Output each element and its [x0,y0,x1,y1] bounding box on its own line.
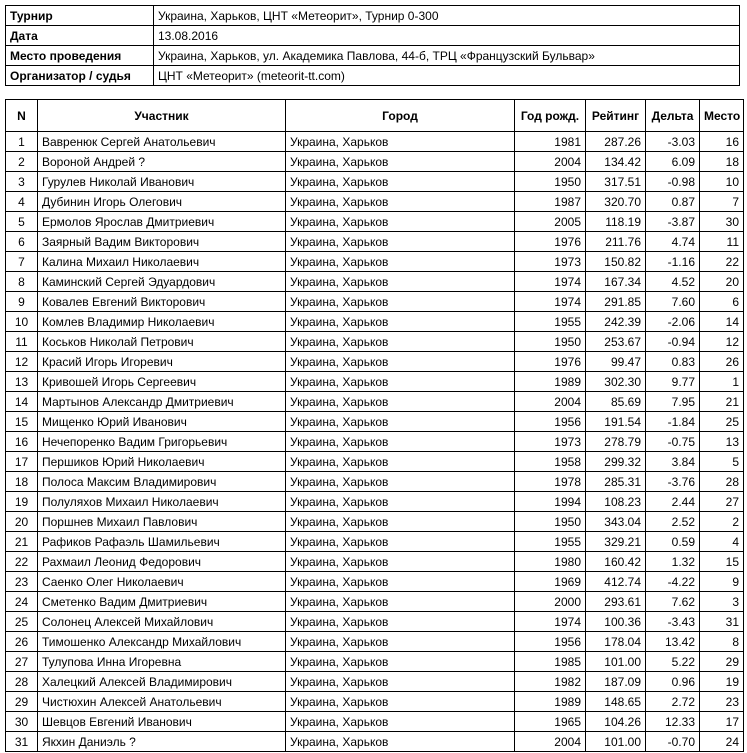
participant-name-cell: Заярный Вадим Викторович [38,232,286,252]
info-value: ЦНТ «Метеорит» (meteorit-tt.com) [154,66,740,86]
birth-year-cell: 1955 [515,532,586,552]
delta-cell: 0.87 [646,192,700,212]
col-number-header: N [6,100,38,132]
birth-year-cell: 2004 [515,732,586,752]
rating-cell: 329.21 [586,532,646,552]
delta-cell: 9.77 [646,372,700,392]
rating-cell: 118.19 [586,212,646,232]
place-cell: 30 [700,212,744,232]
city-cell: Украина, Харьков [286,712,515,732]
info-row [6,66,740,86]
place-cell: 16 [700,132,744,152]
place-cell: 7 [700,192,744,212]
row-number-cell: 28 [6,672,38,692]
delta-cell: 5.22 [646,652,700,672]
delta-cell: -0.75 [646,432,700,452]
row-number-cell: 14 [6,392,38,412]
birth-year-cell: 2004 [515,152,586,172]
city-cell: Украина, Харьков [286,432,515,452]
table-row [6,532,744,552]
rating-cell: 178.04 [586,632,646,652]
birth-year-cell: 1969 [515,572,586,592]
col-rating-header: Рейтинг [586,100,646,132]
place-cell: 20 [700,272,744,292]
row-number-cell: 12 [6,352,38,372]
delta-cell: 0.96 [646,672,700,692]
participant-name-cell: Рахмаил Леонид Федорович [38,552,286,572]
city-cell: Украина, Харьков [286,332,515,352]
place-cell: 3 [700,592,744,612]
row-number-cell: 15 [6,412,38,432]
birth-year-cell: 1982 [515,672,586,692]
delta-cell: -3.76 [646,472,700,492]
place-cell: 28 [700,472,744,492]
birth-year-cell: 1985 [515,652,586,672]
row-number-cell: 31 [6,732,38,752]
table-row [6,672,744,692]
participant-name-cell: Якхин Даниэль ? [38,732,286,752]
delta-cell: -0.98 [646,172,700,192]
rating-cell: 187.09 [586,672,646,692]
place-cell: 10 [700,172,744,192]
place-cell: 5 [700,452,744,472]
rating-cell: 287.26 [586,132,646,152]
rating-cell: 85.69 [586,392,646,412]
table-row [6,592,744,612]
table-row [6,512,744,532]
rating-cell: 211.76 [586,232,646,252]
birth-year-cell: 1980 [515,552,586,572]
table-row [6,552,744,572]
participant-name-cell: Мартынов Александр Дмитриевич [38,392,286,412]
participant-name-cell: Нечепоренко Вадим Григорьевич [38,432,286,452]
city-cell: Украина, Харьков [286,152,515,172]
rating-cell: 134.42 [586,152,646,172]
birth-year-cell: 1950 [515,332,586,352]
rating-cell: 242.39 [586,312,646,332]
city-cell: Украина, Харьков [286,652,515,672]
row-number-cell: 7 [6,252,38,272]
rating-cell: 317.51 [586,172,646,192]
participant-name-cell: Красий Игорь Игоревич [38,352,286,372]
city-cell: Украина, Харьков [286,512,515,532]
participant-name-cell: Ермолов Ярослав Дмитриевич [38,212,286,232]
col-city-header: Город [286,100,515,132]
table-row [6,292,744,312]
row-number-cell: 10 [6,312,38,332]
info-row [6,26,740,46]
delta-cell: -0.94 [646,332,700,352]
place-cell: 1 [700,372,744,392]
row-number-cell: 26 [6,632,38,652]
rating-cell: 278.79 [586,432,646,452]
place-cell: 21 [700,392,744,412]
delta-cell: -1.84 [646,412,700,432]
info-value: Украина, Харьков, ЦНТ «Метеорит», Турнир 0-300 [154,6,740,26]
place-cell: 29 [700,652,744,672]
participant-name-cell: Кривошей Игорь Сергеевич [38,372,286,392]
birth-year-cell: 1973 [515,432,586,452]
row-number-cell: 2 [6,152,38,172]
participant-name-cell: Солонец Алексей Михайлович [38,612,286,632]
place-cell: 27 [700,492,744,512]
participant-name-cell: Вороной Андрей ? [38,152,286,172]
delta-cell: 13.42 [646,632,700,652]
row-number-cell: 1 [6,132,38,152]
delta-cell: 12.33 [646,712,700,732]
delta-cell: 2.52 [646,512,700,532]
row-number-cell: 30 [6,712,38,732]
delta-cell: 4.74 [646,232,700,252]
city-cell: Украина, Харьков [286,592,515,612]
delta-cell: -3.43 [646,612,700,632]
participant-name-cell: Гурулев Николай Иванович [38,172,286,192]
city-cell: Украина, Харьков [286,392,515,412]
row-number-cell: 8 [6,272,38,292]
birth-year-cell: 1974 [515,272,586,292]
rating-cell: 343.04 [586,512,646,532]
tournament-info-body [6,6,740,86]
rating-cell: 101.00 [586,652,646,672]
birth-year-cell: 1974 [515,292,586,312]
table-row [6,652,744,672]
place-cell: 18 [700,152,744,172]
row-number-cell: 13 [6,372,38,392]
rating-cell: 412.74 [586,572,646,592]
table-row [6,132,744,152]
city-cell: Украина, Харьков [286,232,515,252]
birth-year-cell: 1956 [515,412,586,432]
rating-cell: 104.26 [586,712,646,732]
info-label: Организатор / судья [6,66,154,86]
rating-cell: 293.61 [586,592,646,612]
participant-name-cell: Саенко Олег Николаевич [38,572,286,592]
delta-cell: -2.06 [646,312,700,332]
delta-cell: 0.59 [646,532,700,552]
place-cell: 11 [700,232,744,252]
city-cell: Украина, Харьков [286,172,515,192]
place-cell: 26 [700,352,744,372]
city-cell: Украина, Харьков [286,252,515,272]
participant-name-cell: Шевцов Евгений Иванович [38,712,286,732]
delta-cell: -1.16 [646,252,700,272]
rating-cell: 253.67 [586,332,646,352]
info-label: Турнир [6,6,154,26]
city-cell: Украина, Харьков [286,632,515,652]
birth-year-cell: 1974 [515,612,586,632]
results-table [5,99,744,752]
col-birth-year-header: Год рожд. [515,100,586,132]
birth-year-cell: 1976 [515,352,586,372]
city-cell: Украина, Харьков [286,212,515,232]
rating-cell: 160.42 [586,552,646,572]
birth-year-cell: 1950 [515,512,586,532]
rating-cell: 299.32 [586,452,646,472]
city-cell: Украина, Харьков [286,552,515,572]
place-cell: 6 [700,292,744,312]
delta-cell: -3.87 [646,212,700,232]
city-cell: Украина, Харьков [286,472,515,492]
row-number-cell: 27 [6,652,38,672]
row-number-cell: 29 [6,692,38,712]
rating-cell: 108.23 [586,492,646,512]
place-cell: 23 [700,692,744,712]
city-cell: Украина, Харьков [286,292,515,312]
place-cell: 22 [700,252,744,272]
col-place-header: Место [700,100,744,132]
participant-name-cell: Полоса Максим Владимирович [38,472,286,492]
row-number-cell: 21 [6,532,38,552]
table-row [6,192,744,212]
delta-cell: 1.32 [646,552,700,572]
table-row [6,332,744,352]
row-number-cell: 6 [6,232,38,252]
table-row [6,152,744,172]
birth-year-cell: 1981 [515,132,586,152]
info-value: Украина, Харьков, ул. Академика Павлова, 44-б, ТРЦ «Французский Бульвар» [154,46,740,66]
table-row [6,372,744,392]
table-row [6,612,744,632]
birth-year-cell: 1955 [515,312,586,332]
birth-year-cell: 1965 [515,712,586,732]
city-cell: Украина, Харьков [286,132,515,152]
participant-name-cell: Ковалев Евгений Викторович [38,292,286,312]
birth-year-cell: 1987 [515,192,586,212]
participant-name-cell: Поршнев Михаил Павлович [38,512,286,532]
row-number-cell: 25 [6,612,38,632]
participant-name-cell: Мищенко Юрий Иванович [38,412,286,432]
participant-name-cell: Коськов Николай Петрович [38,332,286,352]
birth-year-cell: 1956 [515,632,586,652]
place-cell: 25 [700,412,744,432]
birth-year-cell: 2005 [515,212,586,232]
delta-cell: 7.60 [646,292,700,312]
info-row [6,6,740,26]
rating-cell: 302.30 [586,372,646,392]
participant-name-cell: Комлев Владимир Николаевич [38,312,286,332]
city-cell: Украина, Харьков [286,192,515,212]
birth-year-cell: 2000 [515,592,586,612]
city-cell: Украина, Харьков [286,492,515,512]
city-cell: Украина, Харьков [286,692,515,712]
delta-cell: 7.62 [646,592,700,612]
row-number-cell: 23 [6,572,38,592]
city-cell: Украина, Харьков [286,732,515,752]
birth-year-cell: 1989 [515,692,586,712]
rating-cell: 101.00 [586,732,646,752]
birth-year-cell: 2004 [515,392,586,412]
place-cell: 4 [700,532,744,552]
table-row [6,492,744,512]
table-row [6,472,744,492]
participant-name-cell: Вавренюк Сергей Анатольевич [38,132,286,152]
place-cell: 15 [700,552,744,572]
place-cell: 17 [700,712,744,732]
table-row [6,172,744,192]
participant-name-cell: Каминский Сергей Эдуардович [38,272,286,292]
table-row [6,452,744,472]
delta-cell: -4.22 [646,572,700,592]
rating-cell: 320.70 [586,192,646,212]
col-delta-header: Дельта [646,100,700,132]
rating-cell: 291.85 [586,292,646,312]
place-cell: 19 [700,672,744,692]
row-number-cell: 11 [6,332,38,352]
delta-cell: -3.03 [646,132,700,152]
birth-year-cell: 1976 [515,232,586,252]
info-label: Дата [6,26,154,46]
place-cell: 31 [700,612,744,632]
city-cell: Украина, Харьков [286,372,515,392]
participant-name-cell: Калина Михаил Николаевич [38,252,286,272]
place-cell: 9 [700,572,744,592]
city-cell: Украина, Харьков [286,412,515,432]
table-row [6,432,744,452]
tournament-info-table [5,5,740,86]
table-row [6,712,744,732]
place-cell: 14 [700,312,744,332]
place-cell: 8 [700,632,744,652]
city-cell: Украина, Харьков [286,272,515,292]
rating-cell: 191.54 [586,412,646,432]
table-row [6,272,744,292]
rating-cell: 150.82 [586,252,646,272]
rating-cell: 167.34 [586,272,646,292]
info-value: 13.08.2016 [154,26,740,46]
rating-cell: 148.65 [586,692,646,712]
delta-cell: 4.52 [646,272,700,292]
table-row [6,632,744,652]
results-body [6,132,744,752]
participant-name-cell: Тулупова Инна Игоревна [38,652,286,672]
birth-year-cell: 1978 [515,472,586,492]
table-row [6,572,744,592]
table-row [6,212,744,232]
table-row [6,732,744,752]
row-number-cell: 9 [6,292,38,312]
rating-cell: 99.47 [586,352,646,372]
participant-name-cell: Рафиков Рафаэль Шамильевич [38,532,286,552]
row-number-cell: 3 [6,172,38,192]
results-header-row [6,100,744,132]
delta-cell: -0.70 [646,732,700,752]
delta-cell: 6.09 [646,152,700,172]
info-row [6,46,740,66]
place-cell: 13 [700,432,744,452]
delta-cell: 0.83 [646,352,700,372]
city-cell: Украина, Харьков [286,672,515,692]
row-number-cell: 22 [6,552,38,572]
rating-cell: 285.31 [586,472,646,492]
birth-year-cell: 1950 [515,172,586,192]
row-number-cell: 5 [6,212,38,232]
row-number-cell: 17 [6,452,38,472]
rating-cell: 100.36 [586,612,646,632]
city-cell: Украина, Харьков [286,532,515,552]
row-number-cell: 16 [6,432,38,452]
table-row [6,392,744,412]
participant-name-cell: Халецкий Алексей Владимирович [38,672,286,692]
city-cell: Украина, Харьков [286,572,515,592]
row-number-cell: 18 [6,472,38,492]
place-cell: 24 [700,732,744,752]
birth-year-cell: 1994 [515,492,586,512]
delta-cell: 2.44 [646,492,700,512]
participant-name-cell: Чистюхин Алексей Анатольевич [38,692,286,712]
table-row [6,232,744,252]
participant-name-cell: Сметенко Вадим Дмитриевич [38,592,286,612]
delta-cell: 7.95 [646,392,700,412]
table-row [6,252,744,272]
row-number-cell: 4 [6,192,38,212]
delta-cell: 2.72 [646,692,700,712]
table-row [6,412,744,432]
city-cell: Украина, Харьков [286,352,515,372]
table-row [6,692,744,712]
col-participant-header: Участник [38,100,286,132]
birth-year-cell: 1958 [515,452,586,472]
row-number-cell: 24 [6,592,38,612]
city-cell: Украина, Харьков [286,312,515,332]
participant-name-cell: Полуляхов Михаил Николаевич [38,492,286,512]
info-label: Место проведения [6,46,154,66]
participant-name-cell: Дубинин Игорь Олегович [38,192,286,212]
delta-cell: 3.84 [646,452,700,472]
birth-year-cell: 1989 [515,372,586,392]
participant-name-cell: Першиков Юрий Николаевич [38,452,286,472]
place-cell: 12 [700,332,744,352]
birth-year-cell: 1973 [515,252,586,272]
row-number-cell: 20 [6,512,38,532]
row-number-cell: 19 [6,492,38,512]
participant-name-cell: Тимошенко Александр Михайлович [38,632,286,652]
table-row [6,352,744,372]
city-cell: Украина, Харьков [286,452,515,472]
place-cell: 2 [700,512,744,532]
city-cell: Украина, Харьков [286,612,515,632]
table-row [6,312,744,332]
